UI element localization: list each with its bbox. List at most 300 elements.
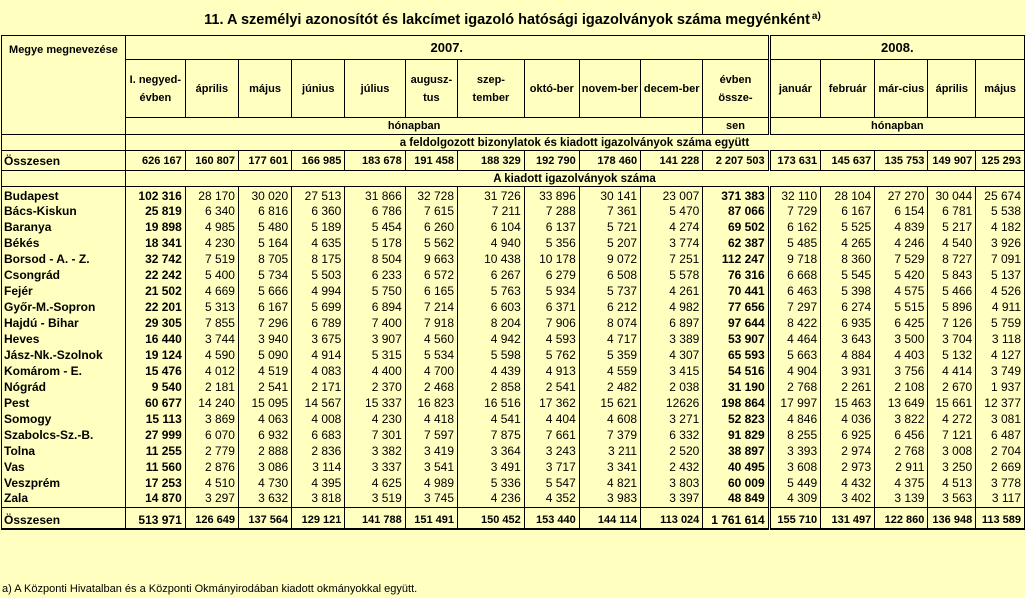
band-issued-row <box>2 171 1025 187</box>
value-cell: 4 730 <box>238 475 291 491</box>
value-cell: 131 497 <box>821 508 875 529</box>
month-header: május <box>238 60 291 118</box>
value-cell: 5 750 <box>345 283 405 299</box>
value-cell: 69 502 <box>703 219 769 235</box>
value-cell: 4 012 <box>185 363 238 379</box>
county-name: Tolna <box>2 443 126 459</box>
table-row <box>2 379 1025 395</box>
value-cell: 14 240 <box>185 395 238 411</box>
value-cell: 48 849 <box>703 491 769 508</box>
value-cell: 27 999 <box>125 427 185 443</box>
value-cell: 7 091 <box>976 251 1025 267</box>
year-2007-header: 2007. <box>125 36 769 60</box>
county-name: Vas <box>2 459 126 475</box>
value-cell: 60 009 <box>703 475 769 491</box>
value-cell: 8 074 <box>579 315 640 331</box>
value-cell: 3 117 <box>976 491 1025 508</box>
value-cell: 7 729 <box>769 203 820 219</box>
value-cell: 5 663 <box>769 347 820 363</box>
value-cell: 5 721 <box>579 219 640 235</box>
value-cell: 149 907 <box>928 151 976 171</box>
value-cell: 28 170 <box>185 187 238 204</box>
value-cell: 2 468 <box>405 379 457 395</box>
value-cell: 2 876 <box>185 459 238 475</box>
value-cell: 70 441 <box>703 283 769 299</box>
value-cell: 6 816 <box>238 203 291 219</box>
value-cell: 32 110 <box>769 187 820 204</box>
value-cell: 6 935 <box>821 315 875 331</box>
value-cell: 16 440 <box>125 331 185 347</box>
value-cell: 7 379 <box>579 427 640 443</box>
value-cell: 4 846 <box>769 411 820 427</box>
value-cell: 5 763 <box>458 283 525 299</box>
county-name: Zala <box>2 491 126 508</box>
value-cell: 8 422 <box>769 315 820 331</box>
value-cell: 5 090 <box>238 347 291 363</box>
value-cell: 2 670 <box>928 379 976 395</box>
value-cell: 141 788 <box>345 508 405 529</box>
value-cell: 7 301 <box>345 427 405 443</box>
value-cell: 2 858 <box>458 379 525 395</box>
value-cell: 2 181 <box>185 379 238 395</box>
value-cell: 4 989 <box>405 475 457 491</box>
value-cell: 5 189 <box>292 219 345 235</box>
value-cell: 191 458 <box>405 151 457 171</box>
value-cell: 6 789 <box>292 315 345 331</box>
value-cell: 1 761 614 <box>703 508 769 529</box>
value-cell: 6 425 <box>875 315 928 331</box>
value-cell: 3 983 <box>579 491 640 508</box>
value-cell: 6 267 <box>458 267 525 283</box>
value-cell: 5 313 <box>185 299 238 315</box>
county-name: Szabolcs-Sz.-B. <box>2 427 126 443</box>
value-cell: 4 526 <box>976 283 1025 299</box>
value-cell: 141 228 <box>641 151 703 171</box>
value-cell: 150 452 <box>458 508 525 529</box>
value-cell: 5 137 <box>976 267 1025 283</box>
county-name: Borsod - A. - Z. <box>2 251 126 267</box>
value-cell: 178 460 <box>579 151 640 171</box>
table-row <box>2 283 1025 299</box>
value-cell: 135 753 <box>875 151 928 171</box>
value-cell: 4 274 <box>641 219 703 235</box>
value-cell: 2 779 <box>185 443 238 459</box>
table-row <box>2 251 1025 267</box>
month-header: június <box>292 60 345 118</box>
value-cell: 173 631 <box>769 151 820 171</box>
value-cell: 4 008 <box>292 411 345 427</box>
value-cell: 6 463 <box>769 283 820 299</box>
value-cell: 3 803 <box>641 475 703 491</box>
value-cell: 7 615 <box>405 203 457 219</box>
value-cell: 8 360 <box>821 251 875 267</box>
value-cell: 7 251 <box>641 251 703 267</box>
value-cell: 23 007 <box>641 187 703 204</box>
county-name: Veszprém <box>2 475 126 491</box>
value-cell: 54 516 <box>703 363 769 379</box>
county-name: Baranya <box>2 219 126 235</box>
month-header: szep-​tember <box>458 60 525 118</box>
value-cell: 4 307 <box>641 347 703 363</box>
value-cell: 4 246 <box>875 235 928 251</box>
value-cell: 30 020 <box>238 187 291 204</box>
value-cell: 192 790 <box>524 151 579 171</box>
value-cell: 22 242 <box>125 267 185 283</box>
value-cell: 4 700 <box>405 363 457 379</box>
value-cell: 5 485 <box>769 235 820 251</box>
value-cell: 183 678 <box>345 151 405 171</box>
value-cell: 2 974 <box>821 443 875 459</box>
value-cell: 4 590 <box>185 347 238 363</box>
value-cell: 5 398 <box>821 283 875 299</box>
value-cell: 151 491 <box>405 508 457 529</box>
value-cell: 4 911 <box>976 299 1025 315</box>
value-cell: 7 214 <box>405 299 457 315</box>
value-cell: 2 171 <box>292 379 345 395</box>
value-cell: 145 637 <box>821 151 875 171</box>
value-cell: 5 164 <box>238 235 291 251</box>
band-empty-cell <box>2 171 126 187</box>
value-cell: 16 516 <box>458 395 525 411</box>
value-cell: 4 375 <box>875 475 928 491</box>
value-cell: 3 297 <box>185 491 238 508</box>
value-cell: 3 337 <box>345 459 405 475</box>
value-cell: 3 008 <box>928 443 976 459</box>
value-cell: 4 083 <box>292 363 345 379</box>
value-cell: 4 127 <box>976 347 1025 363</box>
value-cell: 7 519 <box>185 251 238 267</box>
value-cell: 188 329 <box>458 151 525 171</box>
value-cell: 3 382 <box>345 443 405 459</box>
value-cell: 4 669 <box>185 283 238 299</box>
value-cell: 155 710 <box>769 508 820 529</box>
value-cell: 6 781 <box>928 203 976 219</box>
value-cell: 3 704 <box>928 331 976 347</box>
value-cell: 8 705 <box>238 251 291 267</box>
value-cell: 4 985 <box>185 219 238 235</box>
value-cell: 3 675 <box>292 331 345 347</box>
value-cell: 4 994 <box>292 283 345 299</box>
value-cell: 6 260 <box>405 219 457 235</box>
value-cell: 6 932 <box>238 427 291 443</box>
value-cell: 136 948 <box>928 508 976 529</box>
title-footnote-marker: a) <box>811 11 821 22</box>
value-cell: 38 897 <box>703 443 769 459</box>
value-cell: 77 656 <box>703 299 769 315</box>
band-issued-label: A kiadott igazolványok száma <box>125 171 1024 187</box>
value-cell: 3 608 <box>769 459 820 475</box>
value-cell: 6 162 <box>769 219 820 235</box>
table-row <box>2 491 1025 508</box>
value-cell: 13 649 <box>875 395 928 411</box>
value-cell: 5 217 <box>928 219 976 235</box>
value-cell: 4 230 <box>345 411 405 427</box>
value-cell: 5 562 <box>405 235 457 251</box>
value-cell: 3 818 <box>292 491 345 508</box>
value-cell: 17 253 <box>125 475 185 491</box>
month-header-2008: április <box>928 60 976 118</box>
value-cell: 3 081 <box>976 411 1025 427</box>
value-cell: 3 364 <box>458 443 525 459</box>
value-cell: 60 677 <box>125 395 185 411</box>
value-cell: 31 726 <box>458 187 525 204</box>
total-processed-row <box>2 151 1025 171</box>
table-row <box>2 459 1025 475</box>
value-cell: 4 884 <box>821 347 875 363</box>
value-cell: 3 341 <box>579 459 640 475</box>
value-cell: 8 204 <box>458 315 525 331</box>
county-name: Bács-Kiskun <box>2 203 126 219</box>
value-cell: 5 480 <box>238 219 291 235</box>
value-cell: 7 126 <box>928 315 976 331</box>
value-cell: 4 821 <box>579 475 640 491</box>
value-cell: 5 666 <box>238 283 291 299</box>
value-cell: 113 024 <box>641 508 703 529</box>
row-name: Összesen <box>2 151 126 171</box>
value-cell: 6 683 <box>292 427 345 443</box>
value-cell: 5 503 <box>292 267 345 283</box>
value-cell: 3 250 <box>928 459 976 475</box>
value-cell: 5 359 <box>579 347 640 363</box>
value-cell: 3 389 <box>641 331 703 347</box>
band-empty-cell <box>2 135 126 151</box>
row-name: Összesen <box>2 508 126 529</box>
value-cell: 3 393 <box>769 443 820 459</box>
value-cell: 112 247 <box>703 251 769 267</box>
value-cell: 5 515 <box>875 299 928 315</box>
value-cell: 5 843 <box>928 267 976 283</box>
value-cell: 5 356 <box>524 235 579 251</box>
value-cell: 6 487 <box>976 427 1025 443</box>
value-cell: 15 095 <box>238 395 291 411</box>
value-cell: 5 336 <box>458 475 525 491</box>
value-cell: 7 297 <box>769 299 820 315</box>
value-cell: 5 896 <box>928 299 976 315</box>
month-header: augusz-​tus <box>405 60 457 118</box>
value-cell: 12 377 <box>976 395 1025 411</box>
value-cell: 32 728 <box>405 187 457 204</box>
value-cell: 3 419 <box>405 443 457 459</box>
value-cell: 19 898 <box>125 219 185 235</box>
value-cell: 16 823 <box>405 395 457 411</box>
value-cell: 3 869 <box>185 411 238 427</box>
value-cell: 626 167 <box>125 151 185 171</box>
value-cell: 6 165 <box>405 283 457 299</box>
value-cell: 2 520 <box>641 443 703 459</box>
value-cell: 3 114 <box>292 459 345 475</box>
value-cell: 4 982 <box>641 299 703 315</box>
table-row <box>2 411 1025 427</box>
value-cell: 62 387 <box>703 235 769 251</box>
value-cell: 22 201 <box>125 299 185 315</box>
value-cell: 3 931 <box>821 363 875 379</box>
value-cell: 31 190 <box>703 379 769 395</box>
value-cell: 4 519 <box>238 363 291 379</box>
value-cell: 4 839 <box>875 219 928 235</box>
value-cell: 166 985 <box>292 151 345 171</box>
value-cell: 2 836 <box>292 443 345 459</box>
value-cell: 2 768 <box>769 379 820 395</box>
value-cell: 9 718 <box>769 251 820 267</box>
value-cell: 33 896 <box>524 187 579 204</box>
value-cell: 65 593 <box>703 347 769 363</box>
value-cell: 3 271 <box>641 411 703 427</box>
value-cell: 4 575 <box>875 283 928 299</box>
month-header: I. negyed-​évben <box>125 60 185 118</box>
value-cell: 4 940 <box>458 235 525 251</box>
value-cell: 4 635 <box>292 235 345 251</box>
value-cell: 5 525 <box>821 219 875 235</box>
grand-total-row <box>2 508 1025 529</box>
value-cell: 4 608 <box>579 411 640 427</box>
table-row <box>2 347 1025 363</box>
value-cell: 3 778 <box>976 475 1025 491</box>
value-cell: 2 973 <box>821 459 875 475</box>
value-cell: 6 572 <box>405 267 457 283</box>
value-cell: 4 236 <box>458 491 525 508</box>
value-cell: 113 589 <box>976 508 1025 529</box>
value-cell: 7 288 <box>524 203 579 219</box>
value-cell: 6 360 <box>292 203 345 219</box>
value-cell: 3 749 <box>976 363 1025 379</box>
value-cell: 4 352 <box>524 491 579 508</box>
table-row <box>2 395 1025 411</box>
value-cell: 3 756 <box>875 363 928 379</box>
value-cell: 7 661 <box>524 427 579 443</box>
month-header: évben össze-​ <box>703 60 769 118</box>
month-header-2008: január <box>769 60 820 118</box>
value-cell: 6 070 <box>185 427 238 443</box>
value-cell: 4 559 <box>579 363 640 379</box>
value-cell: 3 086 <box>238 459 291 475</box>
value-cell: 3 632 <box>238 491 291 508</box>
month-unit-label: hónapban <box>125 118 702 135</box>
month-header-2008: február <box>821 60 875 118</box>
table-row <box>2 187 1025 204</box>
value-cell: 126 649 <box>185 508 238 529</box>
value-cell: 4 261 <box>641 283 703 299</box>
value-cell: 31 866 <box>345 187 405 204</box>
month-header-2008: már-​cius <box>875 60 928 118</box>
value-cell: 153 440 <box>524 508 579 529</box>
value-cell: 11 255 <box>125 443 185 459</box>
value-cell: 4 942 <box>458 331 525 347</box>
value-cell: 15 661 <box>928 395 976 411</box>
value-cell: 3 745 <box>405 491 457 508</box>
value-cell: 4 395 <box>292 475 345 491</box>
value-cell: 5 762 <box>524 347 579 363</box>
county-name: Heves <box>2 331 126 347</box>
value-cell: 5 547 <box>524 475 579 491</box>
value-cell: 4 593 <box>524 331 579 347</box>
value-cell: 87 066 <box>703 203 769 219</box>
value-cell: 6 212 <box>579 299 640 315</box>
value-cell: 160 807 <box>185 151 238 171</box>
month-unit-label-2008: hónapban <box>769 118 1024 135</box>
county-name: Komárom - E. <box>2 363 126 379</box>
value-cell: 4 230 <box>185 235 238 251</box>
county-name: Pest <box>2 395 126 411</box>
band-processed-label: a feldolgozott bizonylatok és kiadott igazolványok száma együtt <box>125 135 1024 151</box>
value-cell: 15 113 <box>125 411 185 427</box>
table-row <box>2 363 1025 379</box>
value-cell: 5 598 <box>458 347 525 363</box>
value-cell: 6 456 <box>875 427 928 443</box>
value-cell: 53 907 <box>703 331 769 347</box>
value-cell: 17 997 <box>769 395 820 411</box>
value-cell: 2 768 <box>875 443 928 459</box>
value-cell: 2 261 <box>821 379 875 395</box>
table-row <box>2 267 1025 283</box>
value-cell: 5 449 <box>769 475 820 491</box>
month-header: július <box>345 60 405 118</box>
value-cell: 10 438 <box>458 251 525 267</box>
value-cell: 5 420 <box>875 267 928 283</box>
value-cell: 4 541 <box>458 411 525 427</box>
value-cell: 6 508 <box>579 267 640 283</box>
value-cell: 3 643 <box>821 331 875 347</box>
value-cell: 5 400 <box>185 267 238 283</box>
value-cell: 12626 <box>641 395 703 411</box>
value-cell: 7 529 <box>875 251 928 267</box>
value-cell: 27 513 <box>292 187 345 204</box>
value-cell: 97 644 <box>703 315 769 331</box>
header-row-unit <box>2 118 1025 135</box>
value-cell: 15 463 <box>821 395 875 411</box>
county-header: Megye megnevezése <box>2 36 126 135</box>
year-total-sen-label: sen <box>703 118 769 135</box>
month-header: április <box>185 60 238 118</box>
value-cell: 2 108 <box>875 379 928 395</box>
value-cell: 4 403 <box>875 347 928 363</box>
value-cell: 4 560 <box>405 331 457 347</box>
value-cell: 7 400 <box>345 315 405 331</box>
value-cell: 8 175 <box>292 251 345 267</box>
value-cell: 5 534 <box>405 347 457 363</box>
value-cell: 102 316 <box>125 187 185 204</box>
value-cell: 5 545 <box>821 267 875 283</box>
value-cell: 29 305 <box>125 315 185 331</box>
value-cell: 2 432 <box>641 459 703 475</box>
value-cell: 15 337 <box>345 395 405 411</box>
county-name: Jász-Nk.-Szolnok <box>2 347 126 363</box>
value-cell: 10 178 <box>524 251 579 267</box>
value-cell: 28 104 <box>821 187 875 204</box>
value-cell: 3 744 <box>185 331 238 347</box>
value-cell: 4 439 <box>458 363 525 379</box>
month-header: októ-​ber <box>524 60 579 118</box>
value-cell: 4 309 <box>769 491 820 508</box>
value-cell: 4 414 <box>928 363 976 379</box>
table-title: 11. A személyi azonosítót és lakcímet igazoló hatósági igazolványok száma megyénként $^{a)}$ <box>204 11 821 28</box>
value-cell: 6 332 <box>641 427 703 443</box>
value-cell: 4 510 <box>185 475 238 491</box>
value-cell: 4 265 <box>821 235 875 251</box>
value-cell: 76 316 <box>703 267 769 283</box>
table-row <box>2 427 1025 443</box>
value-cell: 6 668 <box>769 267 820 283</box>
value-cell: 6 274 <box>821 299 875 315</box>
value-cell: 14 870 <box>125 491 185 508</box>
county-name: Győr-M.-Sopron <box>2 299 126 315</box>
value-cell: 30 141 <box>579 187 640 204</box>
value-cell: 4 904 <box>769 363 820 379</box>
header-row-years <box>2 36 1025 60</box>
value-cell: 5 178 <box>345 235 405 251</box>
value-cell: 6 371 <box>524 299 579 315</box>
year-2008-header: 2008. <box>769 36 1024 60</box>
value-cell: 6 137 <box>524 219 579 235</box>
